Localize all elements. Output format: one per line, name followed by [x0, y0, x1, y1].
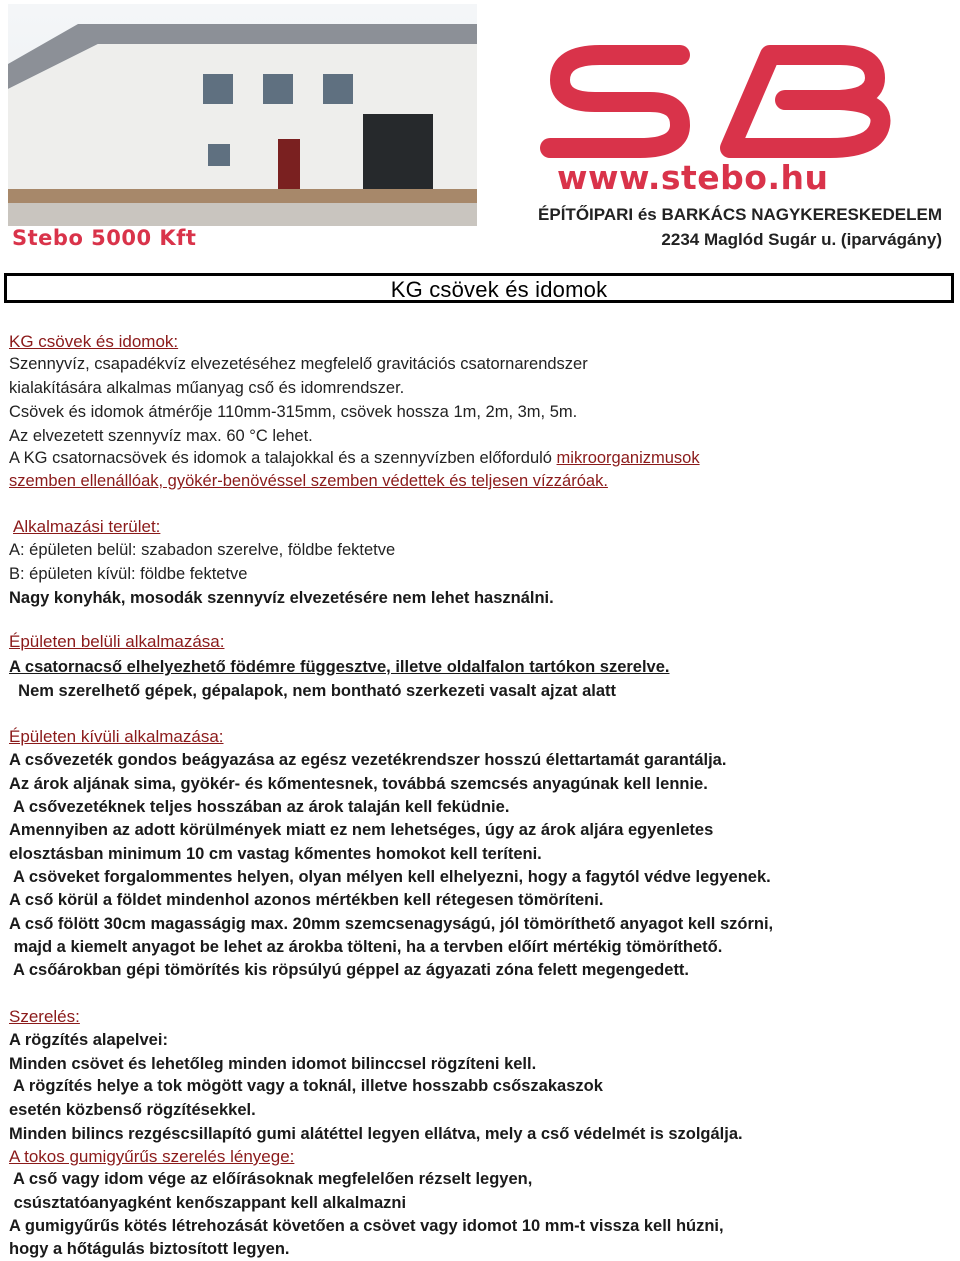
microorganism-link[interactable]: mikroorganizmusok — [556, 449, 700, 467]
outside-line-9: majd a kiemelt anyagot be lehet az árokba tölteni, ha a tervben előírt mértékig tömöríthető. — [9, 938, 723, 956]
company-building-photo — [8, 4, 477, 254]
outside-line-10: A csőárokban gépi tömörítés kis röpsúlyú géppel az ágyazati zóna felett megengedett. — [9, 961, 690, 979]
rubber-ring-heading: A tokos gumigyűrűs szerelés lényege: — [9, 1147, 295, 1166]
business-type: ÉPÍTŐIPARI és BARKÁCS NAGYKERESKEDELEM — [538, 205, 942, 224]
website-url: www.stebo.hu — [557, 158, 829, 197]
inside-heading: Épületen belüli alkalmazása: — [9, 632, 225, 651]
install-heading: Szerelés: — [9, 1007, 80, 1026]
install-line-6: A cső vagy idom vége az előírásoknak megfelelően rézselt legyen, — [9, 1170, 533, 1188]
inside-line-1: A csatornacső elhelyezhető födémre függesztve, illetve oldalfalon tartókon szerelve. — [9, 658, 670, 676]
outside-line-4: Amennyiben az adott körülmények miatt ez nem lehetséges, úgy az árok aljára egyenletes — [9, 821, 714, 839]
outside-line-5: elosztásban minimum 10 cm vastag kőmentes homokot kell teríteni. — [9, 845, 542, 863]
outside-line-6: A csöveket forgalommentes helyen, olyan mélyen kell elhelyezni, hogy a fagytól védve legyenek. — [9, 868, 771, 886]
intro-line-2: kialakítására alkalmas műanyag cső és idomrendszer. — [9, 379, 405, 397]
install-line-9: hogy a hőtágulás biztosított legyen. — [9, 1240, 290, 1258]
install-line-8: A gumigyűrűs kötés létrehozását követően a csövet vagy idomot 10 mm-t vissza kell húzni, — [9, 1217, 724, 1235]
application-line-3: Nagy konyhák, mosodák szennyvíz elvezetésére nem lehet használni. — [9, 589, 554, 607]
install-line-5: Minden bilincs rezgéscsillapító gumi alátéttel legyen ellátva, mely a cső védelmét is szolgálja. — [9, 1125, 743, 1143]
intro-line-1: Szennyvíz, csapadékvíz elvezetéséhez megfelelő gravitációs csatornarendszer — [9, 355, 588, 373]
application-line-2: B: épületen kívül: földbe fektetve — [9, 565, 248, 583]
install-line-1: A rögzítés alapelvei: — [9, 1031, 168, 1049]
intro-line-5 — [9, 449, 700, 468]
install-line-3: A rögzítés helye a tok mögött vagy a toknál, illetve hosszabb csőszakaszok — [9, 1077, 603, 1095]
outside-line-8: A cső fölött 30cm magasságig max. 20mm szemcsenagyságú, jól tömöríthető anyagot kell szórni, — [9, 915, 774, 933]
intro-line-4: Az elvezetett szennyvíz max. 60 °C lehet. — [9, 427, 313, 445]
application-heading: Alkalmazási terület: — [13, 517, 161, 536]
intro-line-5-text: A KG csatornacsövek és idomok a talajokkal és a szennyvízben előforduló — [9, 449, 557, 467]
application-line-1: A: épületen belül: szabadon szerelve, földbe fektetve — [9, 541, 396, 559]
page-title-box — [4, 273, 954, 303]
outside-line-7: A cső körül a földet mindenhol azonos mértékben kell rétegesen tömöríteni. — [9, 891, 604, 909]
outside-line-3: A csővezetéknek teljes hosszában az árok talaján kell feküdnie. — [9, 798, 510, 816]
install-line-2: Minden csövet és lehetőleg minden idomot bilinccsel rögzíteni kell. — [9, 1055, 537, 1073]
inside-line-2: Nem szerelhető gépek, gépalapok, nem bontható szerkezeti vasalt ajzat alatt — [9, 682, 617, 700]
company-address: 2234 Maglód Sugár u. (iparvágány) — [661, 230, 942, 249]
intro-heading: KG csövek és idomok: — [9, 332, 179, 351]
page-title: KG csövek és idomok — [390, 277, 608, 302]
photo-caption: Stebo 5000 Kft — [12, 226, 197, 250]
intro-line-6: szemben ellenállóak, gyökér-benövéssel szemben védettek és teljesen vízzáróak. — [9, 472, 608, 490]
stebo-logo — [530, 30, 910, 200]
install-line-7: csúsztatóanyagként kenőszappant kell alkalmazni — [9, 1194, 407, 1212]
outside-line-2: Az árok aljának sima, gyökér- és kőmentesnek, továbbá szemcsés anyagúnak kell lennie. — [9, 775, 708, 793]
outside-heading: Épületen kívüli alkalmazása: — [9, 727, 224, 746]
outside-line-1: A csővezeték gondos beágyazása az egész vezetékrendszer hosszú élettartamát garantálja. — [9, 751, 727, 769]
install-line-4: esetén közbenső rögzítésekkel. — [9, 1101, 256, 1119]
intro-line-3: Csövek és idomok átmérője 110mm-315mm, csövek hossza 1m, 2m, 3m, 5m. — [9, 403, 578, 421]
